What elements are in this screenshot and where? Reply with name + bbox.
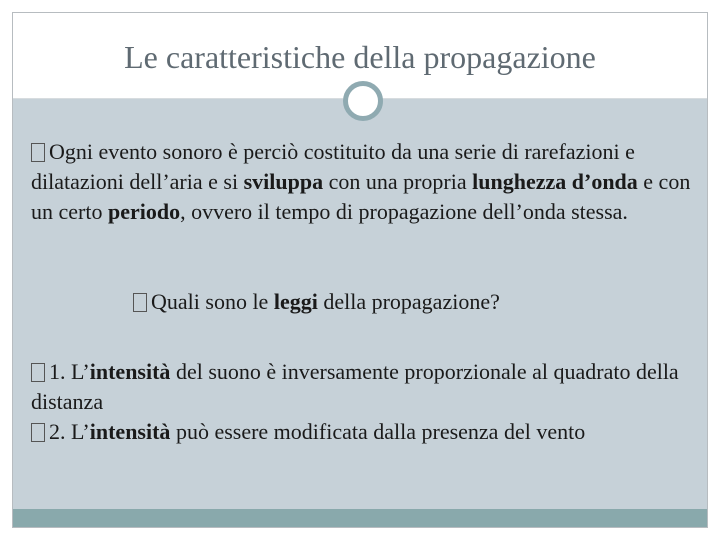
point-1-text-2: del suono è inversamente proporzionale al quadrato della distanza bbox=[31, 359, 679, 414]
paragraph-1 bbox=[31, 137, 701, 227]
point-1-bold: intensità bbox=[89, 359, 171, 384]
sub-question-text-2: della propagazione? bbox=[317, 289, 500, 314]
sub-question-text-1: Quali sono le bbox=[151, 289, 274, 314]
point-2-text-1: 2. L’ bbox=[49, 419, 90, 444]
slide bbox=[12, 12, 708, 528]
paragraph-1-bold-3: periodo bbox=[107, 199, 181, 224]
slide-title: Le caratteristiche della propagazione bbox=[124, 39, 596, 75]
paragraph-1-text-4: , ovvero il tempo di propagazione dell’onda stessa. bbox=[180, 199, 628, 224]
paragraph-1-bold-2: lunghezza d’onda bbox=[472, 169, 638, 194]
paragraph-1-text-1: Ogni evento sonoro è perciò costituito da una serie di rarefazioni e dilatazioni dell’aria e si bbox=[31, 139, 635, 194]
sub-question bbox=[133, 287, 693, 317]
sub-question-bold: leggi bbox=[273, 289, 318, 314]
bullet-icon bbox=[31, 143, 45, 162]
bullet-icon bbox=[31, 363, 45, 382]
circle-ornament-icon bbox=[343, 81, 383, 121]
point-1 bbox=[31, 357, 701, 417]
point-1-text-1: 1. L’ bbox=[49, 359, 90, 384]
points-list bbox=[31, 357, 701, 447]
point-2-bold: intensità bbox=[89, 419, 171, 444]
footer-bar bbox=[13, 509, 707, 527]
point-2 bbox=[31, 417, 701, 447]
paragraph-1-text-3: e con un certo bbox=[31, 169, 691, 224]
bullet-icon bbox=[133, 293, 147, 312]
bullet-icon bbox=[31, 423, 45, 442]
paragraph-1-bold-1: sviluppa bbox=[243, 169, 324, 194]
point-2-text-2: può essere modificata dalla presenza del vento bbox=[170, 419, 586, 444]
paragraph-1-text-2: con una propria bbox=[323, 169, 473, 194]
